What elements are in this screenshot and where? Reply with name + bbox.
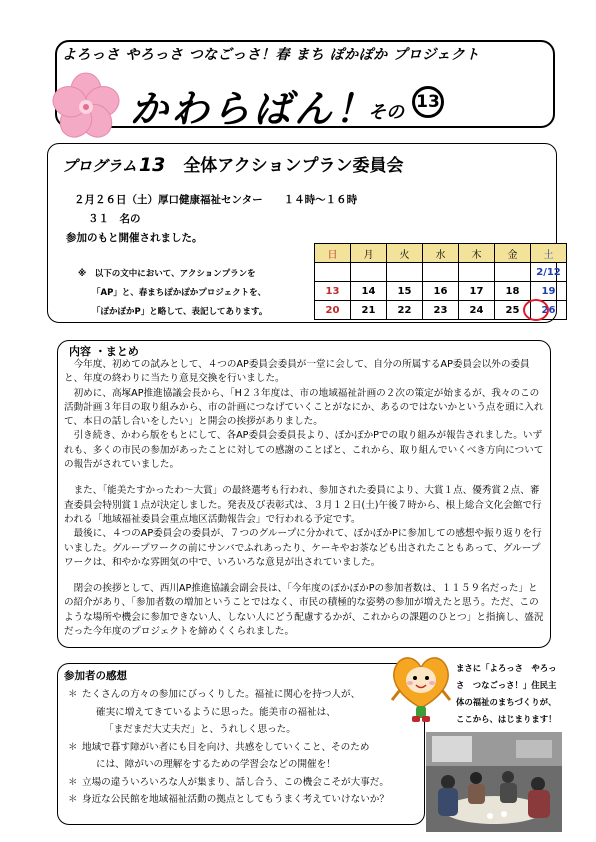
bullet-star-icon: ＊ <box>68 741 78 753</box>
meeting-photo <box>426 732 562 832</box>
calendar-day: 14 <box>351 282 387 301</box>
summary-paragraph: 閉会の挨拶として、西川AP推進協議会副会長は、「今年度のぽかぽかPの参加者数は、１１５９名だった」との紹介があり、「参加者数の増加ということではなく、市民の積極的な姿勢の参加が増えたと思う。ただ、このような場所や機会に参加できない人、しない人にどう配慮するかが、これからの課題のひとつ」と指摘し、盛況だった今年度のプロジェクトを締めくくられました。 <box>64 583 544 638</box>
photo-caption: まさに「よろっさ やろっさ つなごっさ！」住民主体の福祉のまちづくりが、ここから、はじまります！ <box>456 663 557 724</box>
weekday-mon: 月 <box>351 244 387 263</box>
event-day-highlight: 26 <box>531 301 567 320</box>
calendar-day <box>459 263 495 282</box>
impression-item: ＊ 地域で暮す障がい者にも目を向け、共感をしていくこと、そのため <box>68 739 389 757</box>
issue-number-badge: 13 <box>412 86 444 118</box>
program-number: 13 <box>138 154 166 176</box>
program-title <box>62 151 403 176</box>
calendar-day <box>351 263 387 282</box>
impression-item: ＊ たくさんの方々の参加にびっくりした。福祉に関心を持つ人が、 <box>68 686 389 704</box>
impression-item: 確実に増えてきているように思った。能美市の福祉は、 <box>96 706 336 718</box>
calendar-week <box>315 282 567 301</box>
note-line: 「AP」と、春まちぽかぽかプロジェクトを、 <box>92 288 267 298</box>
heart-mascot-icon <box>388 650 454 730</box>
note-line: ※ 以下の文中において、アクションプランを <box>78 269 256 279</box>
impressions-heading: 参加者の感想 <box>64 670 127 682</box>
calendar-day: 2/12 <box>531 263 567 282</box>
calendar-day <box>315 263 351 282</box>
weekday-sun: 日 <box>315 244 351 263</box>
program-label: プログラム <box>62 157 137 175</box>
summary-paragraph: また、「能美たすかったわ～大賞」の最終選考も行われ、参加された委員により、大賞１点、優秀賞２点、審査委員会特別賞１点が決定しました。発表及び表彰式は、３月１２日(土)午後７時から、根上総合文化会館で行われる「地域福祉委員会重点地区活動報告会」で行われる予定です。 <box>64 485 542 525</box>
calendar-day: 15 <box>387 282 423 301</box>
calendar-header-row <box>315 244 567 263</box>
bullet-star-icon: ＊ <box>68 776 78 788</box>
impression-item: 「まだまだ大丈夫だ」と、うれしく思った。 <box>104 724 296 735</box>
calendar-day <box>387 263 423 282</box>
event-date-circle <box>523 299 549 321</box>
impressions-list <box>68 686 389 809</box>
weekday-tue: 火 <box>387 244 423 263</box>
summary-paragraph: 初めに、高塚AP推進協議会長から、「H２３年度は、市の地域福祉計画の２次の策定が始まるが、我々のこの活動計画３年目の取り組みから、市の計画につなげていくことがなにか、あるのではないかという点を頭に入れて、本日の話し合いをしたい」と開会の挨拶がありました。 <box>64 387 544 428</box>
calendar-day: 20 <box>315 301 351 320</box>
held-statement: 参加のもと開催されました。 <box>66 232 203 244</box>
calendar-day: 25 <box>495 301 531 320</box>
program-date: ２月２６日（土）厚口健康福祉センター １４時～１６時 <box>74 194 358 206</box>
impression-item: ＊ 立場の違ういろいろな人が集まり、話し合う、この機会こそが大事だ。 <box>68 774 389 792</box>
participant-count: ３１ 名の <box>88 213 141 225</box>
calendar-day: 16 <box>423 282 459 301</box>
calendar-day: 21 <box>351 301 387 320</box>
newsletter-title: かわらばん！ <box>130 87 377 131</box>
flower-icon <box>42 70 130 140</box>
calendar-day: 18 <box>495 282 531 301</box>
summary-paragraph: 最後に、４つのAP委員会の委員が、７つのグループに分かれて、ぽかぽかPに参加しての感想や振り返りを行いました。グループワークの前にサンバでふれあったり、ケーキやお茶なども出されたこともあって、グループワークは、和やかな雰囲気の中で、いろいろな意見が出されていました。 <box>64 528 542 568</box>
calendar-day: 13 <box>315 282 351 301</box>
calendar-day: 23 <box>423 301 459 320</box>
calendar-week <box>315 263 567 282</box>
weekday-sat: 土 <box>531 244 567 263</box>
bullet-star-icon: ＊ <box>68 689 78 700</box>
calendar-day: 17 <box>459 282 495 301</box>
weekday-wed: 水 <box>423 244 459 263</box>
title-suffix: その <box>368 102 404 123</box>
summary-paragraph: 今年度、初めての試みとして、４つのAP委員会委員が一堂に会して、自分の所属するAP委員会以外の委員と、年度の終わりに当たり意見交換を行いました。 <box>64 359 530 385</box>
calendar-day <box>495 263 531 282</box>
impression-item: には、障がいの理解をするための学習会などの開催を！ <box>96 759 336 770</box>
calendar-day <box>423 263 459 282</box>
summary-heading: 内容 ・まとめ <box>66 343 142 359</box>
calendar-day: 24 <box>459 301 495 320</box>
calendar-day: 22 <box>387 301 423 320</box>
bullet-star-icon: ＊ <box>68 794 78 805</box>
summary-paragraph: 引き続き、かわら版をもとにして、各AP委員会委員長より、ぽかぽかPでの取り組みが報告されました。いずれも、多くの市民の参加があったことに対しての感謝のことばと、これから、取り組んでいくべき方向についての報告がされていました。 <box>64 430 544 471</box>
header-subtitle: よろっさ やろっさ つなごっさ！春 まち ぽかぽか プロジェクト <box>62 47 480 63</box>
impression-item: ＊ 身近な公民館を地域福祉活動の拠点としてもうまく考えていけないか？ <box>68 791 389 809</box>
weekday-thu: 木 <box>459 244 495 263</box>
calendar-day: 19 <box>531 282 567 301</box>
program-name: 全体アクションプラン委員会 <box>183 156 404 176</box>
summary-body <box>64 358 546 639</box>
abbreviation-note <box>78 265 267 322</box>
weekday-fri: 金 <box>495 244 531 263</box>
note-line: 「ぽかぽかP」と略して、表記してあります。 <box>92 307 268 317</box>
